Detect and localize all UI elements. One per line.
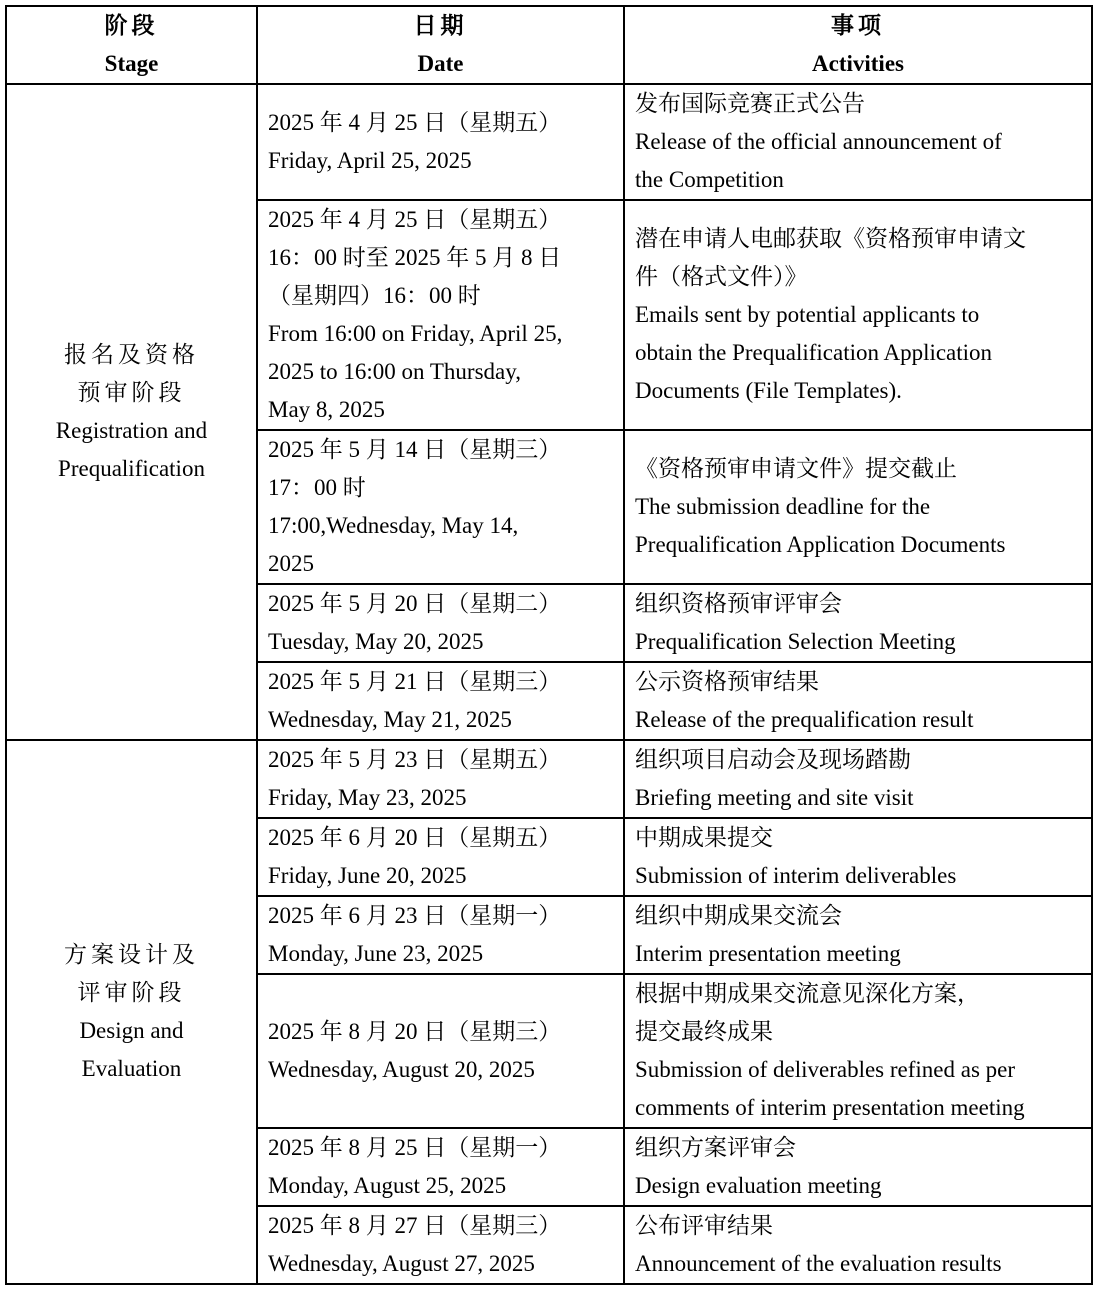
activity-line: The submission deadline for the [635, 494, 931, 519]
date-line: 2025 年 8 月 20 日（星期三） [268, 1019, 562, 1044]
stage-label-en: Prequalification [58, 456, 205, 481]
date-line: From 16:00 on Friday, April 25, [268, 321, 563, 346]
header-stage-en: Stage [104, 51, 159, 76]
activity-cell [624, 1128, 1092, 1206]
date-cell [257, 1128, 624, 1206]
date-line: 2025 年 6 月 23 日（星期一） [268, 903, 562, 928]
activity-line: Release of the official announcement of [635, 129, 1002, 154]
date-cell [257, 896, 624, 974]
activity-line: 件（格式文件）》 [635, 264, 808, 289]
header-date-cn: 日期 [413, 13, 468, 38]
activity-line: 《资格预审申请文件》提交截止 [635, 456, 957, 481]
header-date [257, 6, 624, 84]
date-line: Wednesday, May 21, 2025 [268, 707, 512, 732]
activity-line: 组织资格预审评审会 [635, 591, 842, 616]
activity-cell [624, 1206, 1092, 1284]
header-stage [6, 6, 257, 84]
date-line: 16：00 时至 2025 年 5 月 8 日 [268, 245, 562, 270]
header-activities [624, 6, 1092, 84]
activity-cell [624, 974, 1092, 1128]
date-line: 2025 年 5 月 21 日（星期三） [268, 669, 562, 694]
date-line: Wednesday, August 20, 2025 [268, 1057, 535, 1082]
activity-line: 提交最终成果 [635, 1019, 773, 1044]
activity-cell [624, 584, 1092, 662]
activity-line: comments of interim presentation meeting [635, 1095, 1025, 1120]
activity-cell [624, 896, 1092, 974]
date-line: Wednesday, August 27, 2025 [268, 1251, 535, 1276]
date-cell [257, 200, 624, 430]
header-date-en: Date [417, 51, 464, 76]
date-line: 2025 to 16:00 on Thursday, [268, 359, 521, 384]
date-line: 17:00,Wednesday, May 14, [268, 513, 519, 538]
activity-cell [624, 740, 1092, 818]
activity-line: Submission of deliverables refined as per [635, 1057, 1016, 1082]
activity-line: 组织项目启动会及现场踏勘 [635, 747, 911, 772]
schedule-table [5, 5, 1093, 1285]
activity-cell [624, 818, 1092, 896]
table-row [6, 84, 1092, 200]
activity-cell [624, 662, 1092, 740]
activity-line: Prequalification Selection Meeting [635, 629, 956, 654]
activity-cell [624, 84, 1092, 200]
activity-line: Prequalification Application Documents [635, 532, 1006, 557]
date-cell [257, 740, 624, 818]
activity-line: Briefing meeting and site visit [635, 785, 914, 810]
stage-cell [6, 84, 257, 740]
stage-label-en: Design and [79, 1018, 184, 1043]
activity-line: Interim presentation meeting [635, 941, 901, 966]
activity-line: 组织方案评审会 [635, 1135, 796, 1160]
date-cell [257, 430, 624, 584]
activity-line: 根据中期成果交流意见深化方案， [635, 981, 980, 1006]
activity-line: Submission of interim deliverables [635, 863, 957, 888]
date-line: 2025 年 5 月 14 日（星期三） [268, 437, 562, 462]
date-cell [257, 584, 624, 662]
table-row [6, 740, 1092, 818]
activity-line: 中期成果提交 [635, 825, 773, 850]
activity-cell [624, 430, 1092, 584]
header-activities-en: Activities [812, 51, 904, 76]
date-line: （星期四）16：00 时 [268, 283, 481, 308]
date-line: 2025 年 4 月 25 日（星期五） [268, 110, 562, 135]
activity-cell [624, 200, 1092, 430]
stage-label-en: Registration and [55, 418, 208, 443]
date-line: Monday, June 23, 2025 [268, 941, 484, 966]
activity-line: 公示资格预审结果 [635, 669, 819, 694]
activity-line: 潜在申请人电邮获取《资格预审申请文 [635, 226, 1026, 251]
date-line: Friday, April 25, 2025 [268, 148, 472, 173]
stage-label-en: Evaluation [81, 1056, 182, 1081]
date-cell [257, 1206, 624, 1284]
date-cell [257, 974, 624, 1128]
header-activities-cn: 事项 [831, 13, 885, 38]
activity-line: Announcement of the evaluation results [635, 1251, 1002, 1276]
date-line: 2025 年 4 月 25 日（星期五） [268, 207, 562, 232]
date-line: May 8, 2025 [268, 397, 385, 422]
date-line: 2025 年 8 月 25 日（星期一） [268, 1135, 562, 1160]
activity-line: Documents (File Templates). [635, 378, 902, 403]
date-line: Monday, August 25, 2025 [268, 1173, 507, 1198]
activity-line: Design evaluation meeting [635, 1173, 882, 1198]
activity-line: 发布国际竞赛正式公告 [635, 91, 865, 116]
activity-line: the Competition [635, 167, 784, 192]
header-row [6, 6, 1092, 84]
date-line: 2025 年 5 月 23 日（星期五） [268, 747, 562, 772]
date-line: 2025 年 5 月 20 日（星期二） [268, 591, 562, 616]
date-line: 2025 年 8 月 27 日（星期三） [268, 1213, 562, 1238]
activity-line: Emails sent by potential applicants to [635, 302, 980, 327]
date-line: Friday, June 20, 2025 [268, 863, 467, 888]
header-stage-cn: 阶段 [104, 13, 159, 38]
activity-line: 公布评审结果 [635, 1213, 773, 1238]
date-line: 2025 年 6 月 20 日（星期五） [268, 825, 562, 850]
date-cell [257, 662, 624, 740]
date-line: Tuesday, May 20, 2025 [268, 629, 484, 654]
stage-label-cn: 报名及资格 [64, 342, 199, 367]
date-line: 2025 [268, 551, 314, 576]
activity-line: Release of the prequalification result [635, 707, 974, 732]
date-line: Friday, May 23, 2025 [268, 785, 467, 810]
activity-line: 组织中期成果交流会 [635, 903, 842, 928]
stage-label-cn: 预审阶段 [77, 380, 186, 405]
activity-line: obtain the Prequalification Application [635, 340, 993, 365]
stage-label-cn: 方案设计及 [64, 942, 199, 967]
stage-label-cn: 评审阶段 [77, 980, 186, 1005]
date-cell [257, 818, 624, 896]
stage-cell [6, 740, 257, 1284]
date-line: 17：00 时 [268, 475, 366, 500]
date-cell [257, 84, 624, 200]
